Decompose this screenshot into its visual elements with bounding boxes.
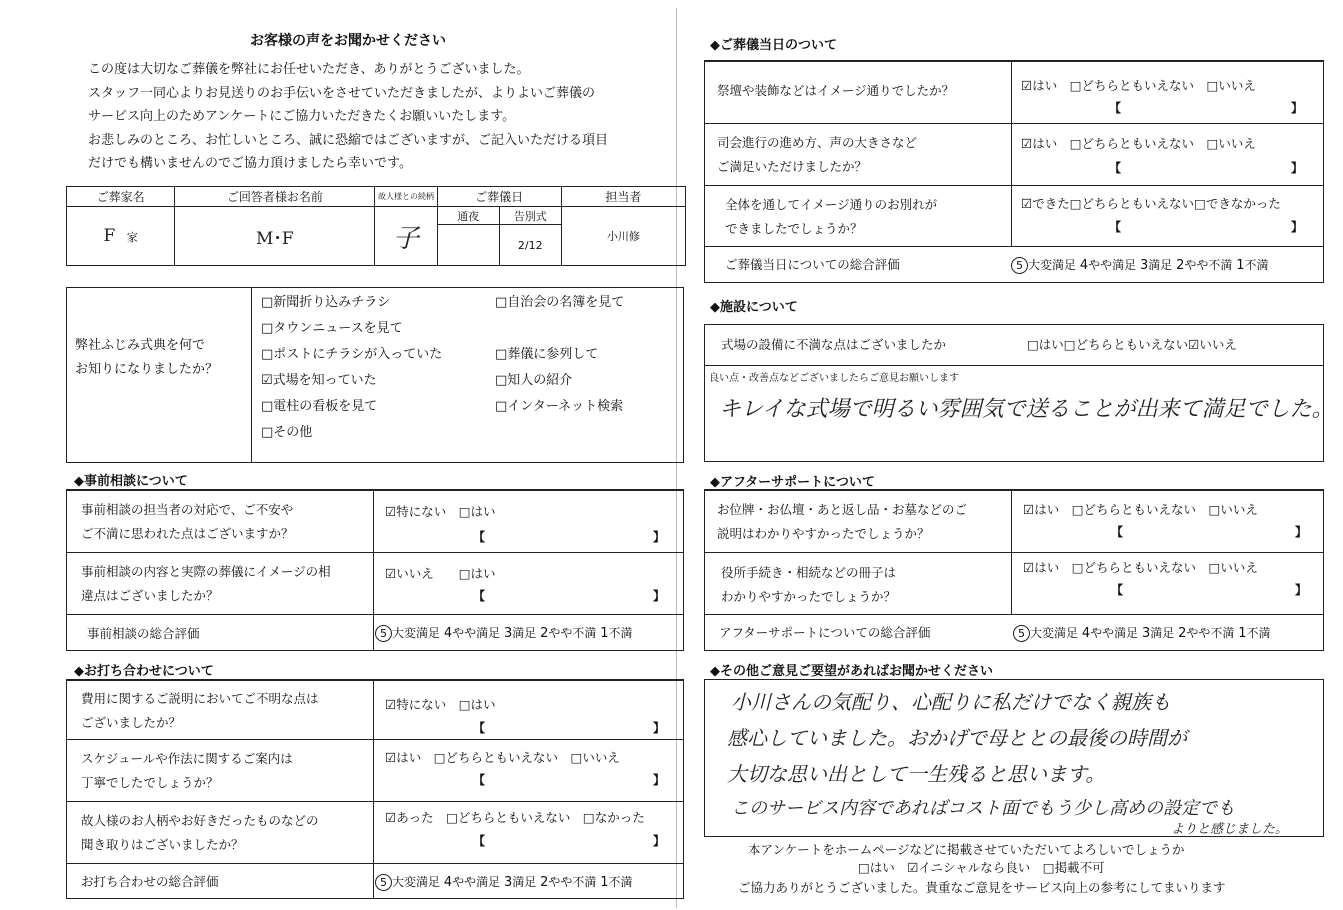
source-question-line: 弊社ふじみ式典を何で: [75, 338, 206, 353]
pre-row-1: [67, 490, 683, 552]
intro-line: お悲しみのところ、お忙しいところ、誠に恐縮ではございますが、ご記入いただける項目: [88, 132, 609, 148]
rating-scale[interactable]: 5 大変満足 4やや満足 3満足 2やや不満 1不満: [375, 873, 633, 891]
question-text: 式場の設備に不満な点はございましたか: [721, 337, 947, 352]
comment-line: よりと感じました。: [1171, 822, 1289, 837]
rating-circled: 5: [375, 625, 392, 642]
answer-options[interactable]: □はい□どちらともいえない☑いいえ: [1027, 337, 1237, 352]
staff-cell: [561, 207, 685, 266]
day-table: [704, 60, 1324, 283]
meeting-row-4: [67, 863, 683, 900]
question-text: 全体を通してイメージ通りのお別れが できましたでしょうか？: [725, 197, 938, 236]
after-row-1: [705, 490, 1323, 552]
bracket-close: 】: [1295, 583, 1308, 597]
question-text: スケジュールや作法に関するご案内は 丁寧でしたでしょうか？: [81, 751, 293, 790]
bracket-open: 【: [473, 834, 486, 848]
intro-line: この度は大切なご葬儀を弊社にお任せいただき、ありがとうございました。: [88, 62, 530, 77]
facility-row-1: [705, 325, 1323, 365]
meeting-table: [66, 679, 684, 899]
bracket-close: 】: [653, 721, 666, 735]
source-box: [66, 287, 684, 463]
header-kokubetsu: 告別式: [499, 207, 561, 225]
answer-options[interactable]: ☑いいえ □はい: [385, 566, 496, 581]
comment-note: 良い点・改善点などございましたらご意見お願いします: [709, 373, 959, 384]
question-text: 事前相談の内容と実際の葬儀にイメージの相 違点はございましたか？: [81, 564, 331, 603]
question-text: 役所手続き・相続などの冊子は わかりやすかったでしょうか？: [721, 565, 897, 604]
bracket-open: 【: [473, 721, 486, 735]
question-text: 事前相談の総合評価: [87, 626, 200, 641]
bracket-open: 【: [473, 773, 486, 787]
family-value: F: [103, 226, 116, 246]
other-heading: ◆その他ご意見ご要望があればお聞かせください: [710, 664, 993, 679]
source-question-line: お知りになりましたか？: [75, 362, 219, 377]
after-table: [704, 489, 1324, 651]
meeting-row-2: [67, 739, 683, 801]
day-row-1: [705, 61, 1323, 123]
bracket-open: 【: [473, 530, 486, 544]
rating-circled: 5: [1013, 625, 1030, 642]
bracket-close: 】: [1295, 525, 1308, 539]
rating-circled: 5: [1011, 257, 1028, 274]
answer-options[interactable]: ☑はい □どちらともいえない □いいえ: [385, 750, 620, 765]
pre-row-3: [67, 614, 683, 652]
bracket-close: 】: [653, 773, 666, 787]
relation-value: 子: [393, 223, 420, 254]
relation-cell: [375, 207, 437, 266]
intro-line: サービス向上のためアンケートにご協力いただきたくお願いいたします。: [88, 109, 516, 124]
answer-options[interactable]: ☑はい □どちらともいえない □いいえ: [1021, 78, 1256, 93]
header-family: ご葬家名: [67, 187, 175, 207]
source-divider: [251, 288, 252, 462]
pre-table: [66, 489, 684, 651]
answer-options[interactable]: ☑特にない □はい: [385, 697, 496, 712]
facility-row-2: [705, 365, 1334, 463]
answer-options[interactable]: ☑特にない □はい: [385, 504, 496, 519]
bracket-close: 】: [653, 834, 666, 848]
answer-options[interactable]: ☑はい □どちらともいえない □いいえ: [1023, 560, 1258, 575]
day-heading: ◆ご葬儀当日のついて: [710, 38, 837, 53]
answer-options[interactable]: ☑できた□どちらともいえない□できなかった: [1021, 196, 1281, 211]
header-staff: 担当者: [561, 187, 685, 207]
bracket-open: 【: [1109, 101, 1122, 115]
header-relation: 故人様との続柄: [375, 187, 437, 207]
question-text: 司会進行の進め方、声の大きさなど ご満足いただけましたか？: [717, 135, 918, 174]
bracket-open: 【: [1111, 583, 1124, 597]
option-council-list[interactable]: □自治会の名簿を見て: [495, 295, 625, 310]
respondent-value: M･F: [255, 228, 294, 249]
pre-heading: ◆事前相談について: [74, 474, 188, 489]
day-row-2: [705, 123, 1323, 185]
other-comment-box: [704, 679, 1324, 837]
intro-line: スタッフ一同心よりお見送りのお手伝いをさせていただきましたが、よりよいご葬儀の: [88, 85, 596, 101]
option-town-news[interactable]: □タウンニュースを見て: [261, 321, 403, 336]
option-other[interactable]: □その他: [261, 425, 313, 440]
header-respondent: ご回答者様お名前: [175, 187, 375, 207]
after-row-3: [705, 614, 1323, 652]
meeting-heading: ◆お打ち合わせについて: [74, 664, 214, 679]
question-text: 事前相談の担当者の対応で、ご不安や ご不満に思われた点はございますか？: [81, 502, 294, 541]
bracket-open: 【: [1109, 220, 1122, 234]
source-options-right: [495, 290, 624, 420]
option-knew-venue[interactable]: ☑式場を知っていた: [261, 373, 377, 388]
footer-options[interactable]: □はい ☑イニシャルなら良い □掲載不可: [858, 860, 1105, 875]
after-row-2: [705, 552, 1323, 614]
after-heading: ◆アフターサポートについて: [710, 475, 875, 490]
tsuya-value-cell: [437, 225, 499, 266]
comment-line: このサービス内容であればコスト面でもう少し高めの設定でも: [731, 798, 1235, 819]
bracket-close: 】: [1291, 161, 1304, 175]
comment-line: 大切な思い出として一生残ると思います。: [727, 762, 1106, 786]
bracket-close: 】: [653, 530, 666, 544]
meeting-row-1: [67, 680, 683, 739]
question-text: 故人様のお人柄やお好きだったものなどの 聞き取りはございましたか？: [81, 813, 319, 852]
bracket-close: 】: [1291, 101, 1304, 115]
bracket-open: 【: [1111, 525, 1124, 539]
respondent-cell: [175, 207, 375, 266]
info-table: [66, 186, 686, 266]
bracket-close: 】: [1291, 220, 1304, 234]
rating-scale[interactable]: 5 大変満足 4やや満足 3満足 2やや不満 1不満: [1013, 624, 1271, 642]
comment-line: 小川さんの気配り、心配りに私だけでなく親族も: [731, 690, 1171, 714]
option-post-flyer[interactable]: □ポストにチラシが入っていた: [261, 347, 443, 362]
day-row-3: [705, 185, 1323, 246]
bracket-open: 【: [1109, 161, 1122, 175]
option-newspaper[interactable]: □新聞折り込みチラシ: [261, 295, 391, 310]
option-pole-sign[interactable]: □電柱の看板を見て: [261, 399, 378, 414]
source-options-left: [261, 290, 442, 446]
option-acquaintance[interactable]: □知人の紹介: [495, 373, 573, 388]
option-attended[interactable]: □葬儀に参列して: [495, 347, 599, 362]
rating-scale[interactable]: 5 大変満足 4やや満足 3満足 2やや不満 1不満: [1011, 256, 1269, 274]
day-row-4: [705, 246, 1323, 284]
rating-scale[interactable]: 5 大変満足 4やや満足 3満足 2やや不満 1不満: [375, 624, 633, 642]
kokubetsu-value: 2/12: [499, 225, 561, 266]
intro-line: だけでも構いませんのでご協力頂けましたら幸いです。: [88, 156, 412, 171]
staff-value: 小川修: [606, 230, 640, 243]
family-cell: [67, 207, 175, 266]
facility-table: [704, 324, 1334, 462]
intro-text: [88, 58, 678, 176]
footer-thanks: ご協力ありがとうございました。貴重なご意見をサービス向上の参考にしてまいります: [738, 880, 1226, 895]
question-text: アフターサポートについての総合評価: [719, 625, 931, 640]
answer-options[interactable]: ☑はい □どちらともいえない □いいえ: [1023, 502, 1258, 517]
header-date: ご葬儀日: [437, 187, 561, 207]
question-text: お位牌・お仏壇・あと返し品・お墓などのご 説明はわかりやすかったでしょうか？: [717, 502, 968, 541]
answer-options[interactable]: ☑はい □どちらともいえない □いいえ: [1021, 136, 1256, 151]
facility-heading: ◆施設について: [710, 300, 798, 315]
source-question: [75, 334, 218, 382]
facility-comment: キレイな式場で明るい雰囲気で送ることが出来て満足でした。: [719, 397, 1334, 422]
page-title: お客様の声をお聞かせください: [250, 33, 446, 49]
pre-row-2: [67, 552, 683, 614]
question-text: 費用に関するご説明においてご不明な点は ございましたか？: [81, 691, 319, 730]
rating-circled: 5: [375, 874, 392, 891]
question-text: お打ち合わせの総合評価: [81, 874, 219, 889]
question-text: 祭壇や装飾などはイメージ通りでしたか？: [717, 83, 955, 98]
bracket-close: 】: [653, 589, 666, 603]
meeting-row-3: [67, 801, 683, 863]
header-tsuya: 通夜: [437, 207, 499, 225]
bracket-open: 【: [473, 589, 486, 603]
option-internet[interactable]: □インターネット検索: [495, 399, 624, 414]
footer-question: 本アンケートをホームページなどに掲載させていただいてよろしいでしょうか: [748, 842, 1185, 857]
question-text: ご葬儀当日についての総合評価: [725, 257, 900, 272]
family-suffix: 家: [126, 231, 138, 244]
comment-line: 感心していました。おかげで母ととの最後の時間が: [727, 726, 1187, 750]
answer-options[interactable]: ☑あった □どちらともいえない □なかった: [385, 810, 645, 825]
